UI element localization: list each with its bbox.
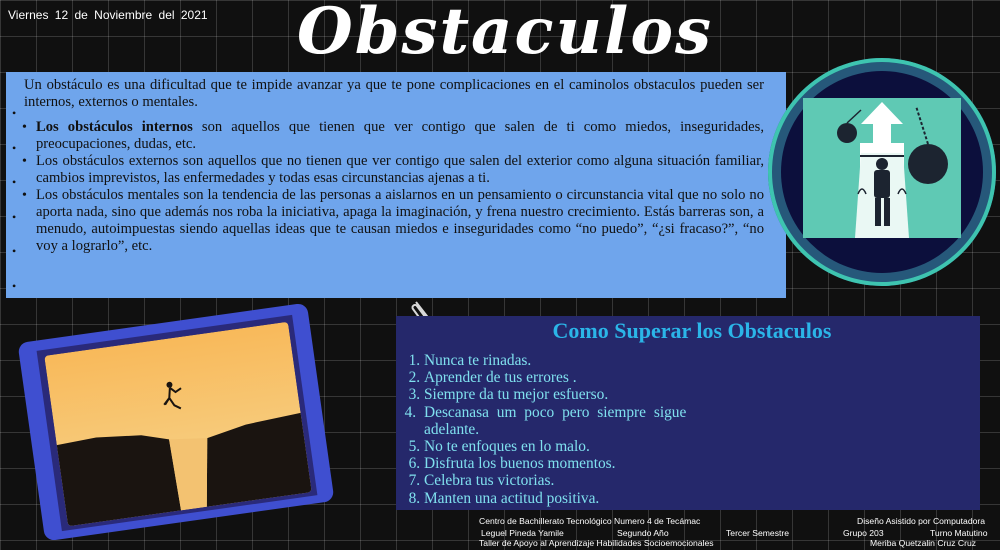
footer-workshop: Taller de Apoyo al Aprendizaje Habilidades Socioemocionales — [479, 538, 714, 548]
overcome-title: Como Superar los Obstaculos — [552, 318, 832, 343]
person-facing-obstacles-illustration — [803, 98, 961, 238]
list-item: 1. Nunca te rinadas. — [424, 352, 980, 369]
internal-bold-label: Los obstáculos internos — [36, 119, 193, 135]
footer-student: Leguel Pineda Yamile — [481, 528, 564, 538]
page-title: Obstaculos — [296, 0, 714, 69]
overcome-box — [396, 316, 980, 510]
list-item: 5. No te enfoques en lo malo. — [424, 438, 980, 455]
obstacle-types-list — [24, 119, 764, 255]
intro-paragraph: Un obstáculo es una dificultad que te impide avanzar ya que te pone complicaciones en el caminolos obstaculos pueden ser internos, externos o mentales. — [24, 77, 764, 110]
list-item: 4. Descanasa um poco pero siempre sigue adelante. — [424, 404, 704, 438]
internal-description: son aquellos que tienen que ver contigo que salen de ti como miedos, inseguridades, preocupaciones, dudas, etc. — [36, 119, 764, 152]
footer-group: Grupo 203 — [843, 528, 884, 538]
list-item: 3. Siempre da tu mejor esfuerso. — [424, 386, 980, 403]
footer-course: Diseño Asistido por Computadora — [857, 516, 986, 526]
footer-year: Segundo Año — [617, 528, 669, 538]
intro-text-box — [6, 72, 786, 298]
stray-bullets: • • • • • • — [12, 106, 17, 293]
list-item: 7. Celebra tus victorias. — [424, 472, 980, 489]
footer-shift: Turno Matutino — [930, 528, 988, 538]
footer-semester: Tercer Semestre — [726, 528, 790, 538]
list-item-internal — [36, 119, 764, 153]
list-item-external: • Los obstáculos externos son aquellos que no tienen que ver contigo que salen del exterior como alguna situación familiar, cambios imprevistos, las enfermedades y todas esas circunstancias ajenas a ti. — [36, 153, 764, 187]
date-label: Viernes 12 de Noviembre del 2021 — [8, 8, 208, 22]
list-item: 2. Aprender de tus errores . — [424, 369, 980, 386]
cliff-jump-photo — [44, 322, 312, 527]
overcome-list — [404, 352, 980, 507]
list-item: 6. Disfruta los buenos momentos. — [424, 455, 980, 472]
footer — [470, 512, 1000, 550]
footer-school: Centro de Bachillerato Tecnológico Numero 4 de Tecámac — [479, 516, 701, 526]
footer-teacher: Meriba Quetzalin Cruz Cruz — [870, 538, 977, 548]
list-item: 8. Manten una actitud positiva. — [424, 490, 980, 507]
list-item-mental: • Los obstáculos mentales son la tendencia de las personas a aislarnos en un pensamiento o circunstancia vital que no solo no aporta nada, sino que además nos roba la iniciativa, apaga la imaginación, y frena nuestro crecimiento. Estás barreras son, a menudo, autoimpuestas siendo aquellas ideas que te causan miedos e inseguridades como “no puedo”, “¿si fracaso?”, “no voy a lograrlo”, etc. — [36, 187, 764, 255]
